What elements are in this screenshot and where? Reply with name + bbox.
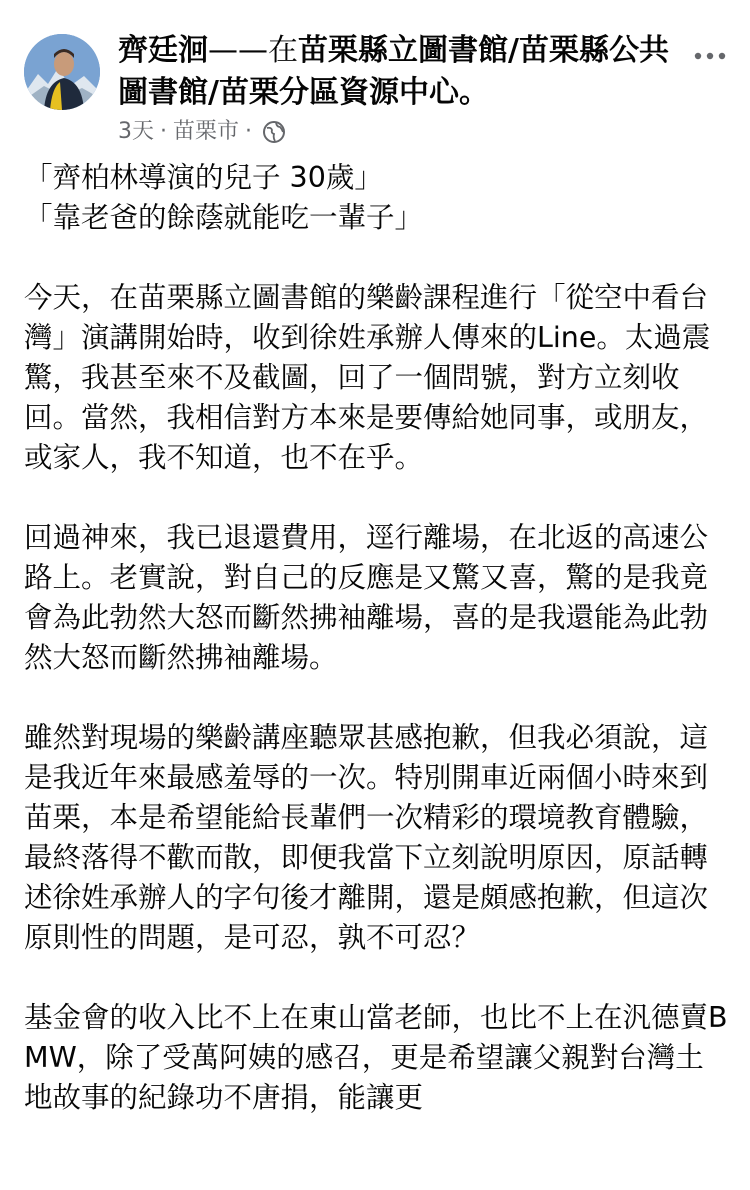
- author-avatar[interactable]: [24, 34, 100, 110]
- more-horizontal-icon: [690, 44, 730, 68]
- post-place[interactable]: 苗栗市: [173, 119, 240, 144]
- meta-separator: ·: [245, 119, 253, 144]
- post-quote-2: 「靠老爸的餘蔭就能吃一輩子」: [24, 201, 424, 234]
- post-paragraph-3: 雖然對現場的樂齡講座聽眾甚感抱歉，但我必須說，這是我近年來最感羞辱的一次。特別開車近兩個小時來到苗栗，本是希望能給長輩們一次精彩的環境教育體驗，最終落得不歡而散，即便我當下立刻說明原因，原話轉述徐姓承辦人的字句後才離開，還是頗感抱歉，但這次原則性的問題，是可忍，孰不可忍？: [24, 721, 709, 954]
- post-body: [24, 158, 728, 1158]
- post-paragraph-1: 今天，在苗栗縣立圖書館的樂齡課程進行「從空中看台灣」演講開始時，收到徐姓承辦人傳來的Line。太過震驚，我甚至來不及截圖，回了一個問號，對方立刻收回。當然，我相信對方本來是要傳給她同事，或朋友，或家人，我不知道，也不在乎。: [24, 281, 711, 474]
- post-quote-1: 「齊柏林導演的兒子 30歲」: [24, 161, 383, 194]
- meta-separator: ·: [160, 119, 167, 144]
- avatar-image: [24, 34, 100, 110]
- author-name[interactable]: 齊廷洄: [118, 33, 208, 68]
- post-meta: [118, 116, 286, 148]
- checkin-location[interactable]: 苗栗縣立圖書館/苗栗縣公共圖書館/苗栗分區資源中心。: [118, 33, 669, 110]
- author-location-dash: ——在: [208, 33, 298, 68]
- post-header: [0, 0, 750, 150]
- globe-icon[interactable]: [262, 120, 286, 144]
- post-paragraph-2: 回過神來，我已退還費用，逕行離場，在北返的高速公路上。老實說，對自己的反應是又驚又喜，驚的是我竟會為此勃然大怒而斷然拂袖離場，喜的是我還能為此勃然大怒而斷然拂袖離場。: [24, 521, 709, 674]
- more-options-button[interactable]: [690, 44, 730, 68]
- post-author-line: [118, 30, 688, 114]
- post-time[interactable]: 3天: [118, 119, 154, 144]
- post-paragraph-4: 基金會的收入比不上在東山當老師，也比不上在汎德賣BMW，除了受萬阿姨的感召，更是希望讓父親對台灣土地故事的紀錄功不唐捐，能讓更: [24, 1001, 728, 1114]
